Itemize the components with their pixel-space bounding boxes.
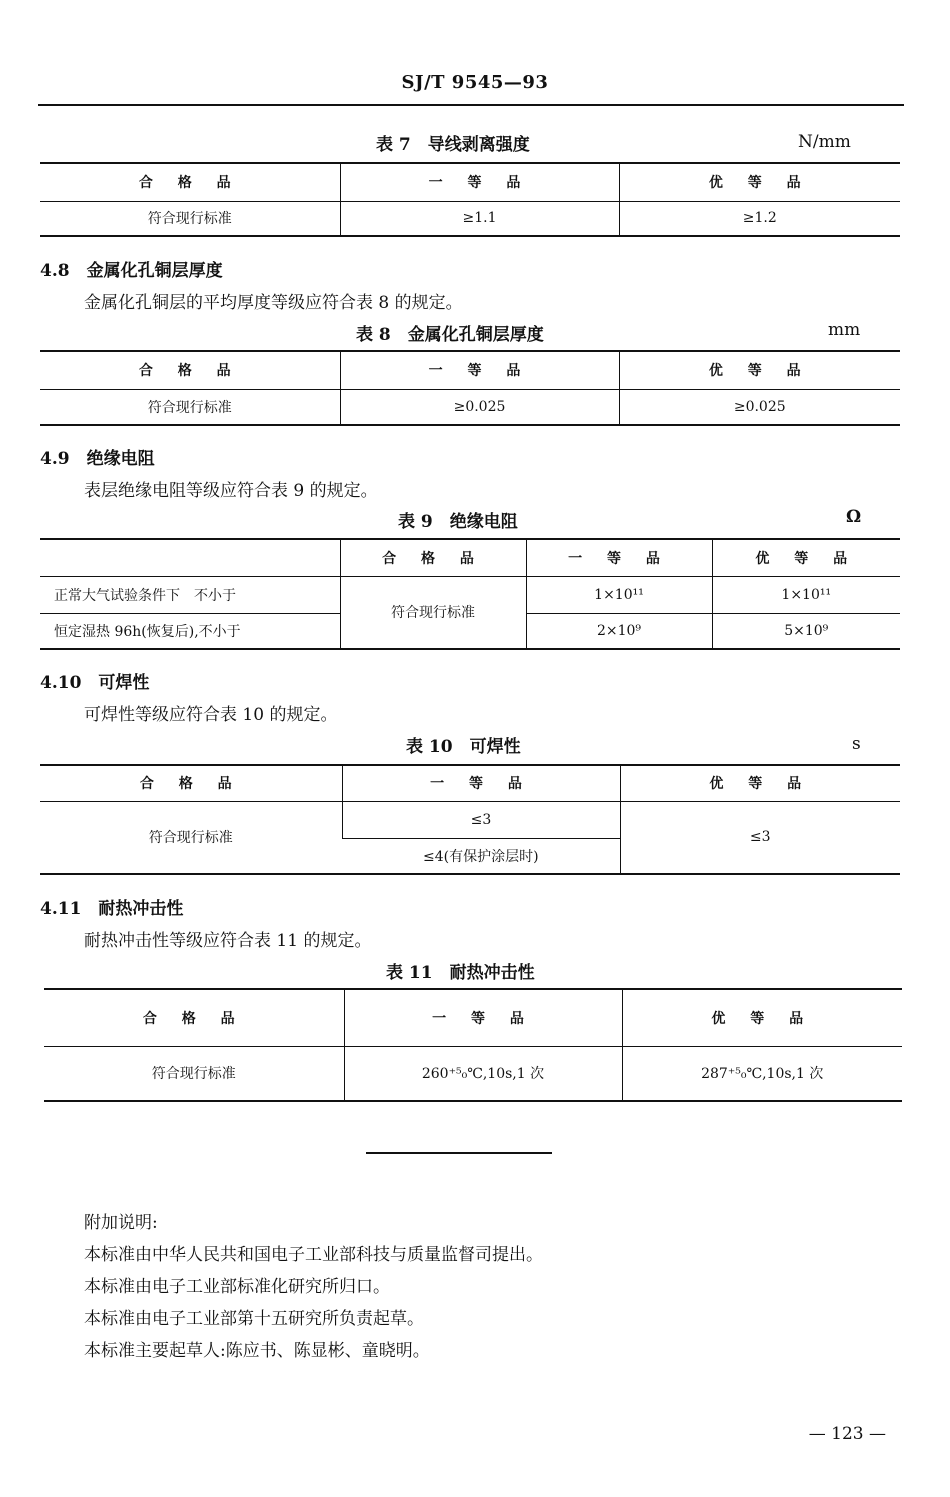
table10-header-qualified: 合 格 品 <box>40 765 342 801</box>
section-4-9-title: 4.9 绝缘电阻 <box>40 449 155 469</box>
notes-line: 本标准由电子工业部标准化研究所归口。 <box>84 1277 390 1297</box>
table7-header-qualified: 合 格 品 <box>40 163 340 201</box>
table9 <box>40 538 900 650</box>
header-rule <box>38 104 904 106</box>
table9-cell-qualified: 符合现行标准 <box>340 576 526 649</box>
section-4-10-text: 可焊性等级应符合表 10 的规定。 <box>84 705 338 725</box>
table9-caption: 表 9 绝缘电阻 <box>398 512 518 532</box>
section-4-9-text: 表层绝缘电阻等级应符合表 9 的规定。 <box>84 481 378 501</box>
table7 <box>40 162 900 237</box>
table8-caption: 表 8 金属化孔铜层厚度 <box>356 325 544 345</box>
table10-cell-first-coated: ≤4(有保护涂层时) <box>342 838 620 874</box>
table9-header-qualified: 合 格 品 <box>340 539 526 576</box>
table10-cell-qualified: 符合现行标准 <box>40 801 342 874</box>
table8-header-qualified: 合 格 品 <box>40 351 340 389</box>
table10-header-first: 一 等 品 <box>342 765 620 801</box>
table10-caption: 表 10 可焊性 <box>406 737 521 757</box>
table9-cell-first: 2×10⁹ <box>526 613 712 649</box>
table10-cell-first-plain: ≤3 <box>342 801 620 838</box>
table10-cell-best: ≤3 <box>620 801 900 874</box>
table9-cell-best: 1×10¹¹ <box>712 576 900 613</box>
table9-cell-first: 1×10¹¹ <box>526 576 712 613</box>
table8-header-first: 一 等 品 <box>340 351 619 389</box>
table8-unit: mm <box>828 320 861 340</box>
table11-header-best: 优 等 品 <box>622 989 902 1046</box>
section-4-10-title: 4.10 可焊性 <box>40 673 150 693</box>
section-4-11-text: 耐热冲击性等级应符合表 11 的规定。 <box>84 931 372 951</box>
section-4-8-title: 4.8 金属化孔铜层厚度 <box>40 261 223 281</box>
notes-line: 本标准由电子工业部第十五研究所负责起草。 <box>84 1309 424 1329</box>
table9-cell-best: 5×10⁹ <box>712 613 900 649</box>
page-number: — 123 — <box>808 1424 886 1444</box>
table9-unit: Ω <box>846 507 862 527</box>
section-4-8-text: 金属化孔铜层的平均厚度等级应符合表 8 的规定。 <box>84 293 463 313</box>
section-4-11-title: 4.11 耐热冲击性 <box>40 899 184 919</box>
table7-unit: N/mm <box>798 132 851 152</box>
table11-cell-first: 260⁺⁵₀℃,10s,1 次 <box>344 1046 622 1101</box>
table8 <box>40 350 900 426</box>
table9-header-empty <box>40 539 340 576</box>
table10 <box>40 764 900 875</box>
table10-unit: s <box>852 734 861 754</box>
notes-line: 本标准由中华人民共和国电子工业部科技与质量监督司提出。 <box>84 1245 543 1265</box>
notes-heading: 附加说明: <box>84 1213 158 1233</box>
table8-cell-best: ≥0.025 <box>619 389 900 425</box>
page-header: SJ/T 9545—93 <box>401 72 549 93</box>
table9-row-label: 恒定湿热 96h(恢复后),不小于 <box>40 613 340 649</box>
table11 <box>44 988 902 1102</box>
table11-header-qualified: 合 格 品 <box>44 989 344 1046</box>
table7-caption: 表 7 导线剥离强度 <box>376 135 530 155</box>
notes-line: 本标准主要起草人:陈应书、陈显彬、童晓明。 <box>84 1341 430 1361</box>
table10-header-best: 优 等 品 <box>620 765 900 801</box>
table7-cell-qualified: 符合现行标准 <box>40 201 340 236</box>
table11-cell-best: 287⁺⁵₀℃,10s,1 次 <box>622 1046 902 1101</box>
section-separator <box>366 1152 552 1154</box>
table11-header-first: 一 等 品 <box>344 989 622 1046</box>
table8-header-best: 优 等 品 <box>619 351 900 389</box>
table9-header-best: 优 等 品 <box>712 539 900 576</box>
table7-cell-best: ≥1.2 <box>619 201 900 236</box>
table7-header-first: 一 等 品 <box>340 163 619 201</box>
table8-cell-first: ≥0.025 <box>340 389 619 425</box>
table9-row-label: 正常大气试验条件下 不小于 <box>40 576 340 613</box>
table9-header-first: 一 等 品 <box>526 539 712 576</box>
table7-cell-first: ≥1.1 <box>340 201 619 236</box>
table11-caption: 表 11 耐热冲击性 <box>386 963 535 983</box>
table8-cell-qualified: 符合现行标准 <box>40 389 340 425</box>
table11-cell-qualified: 符合现行标准 <box>44 1046 344 1101</box>
table7-header-best: 优 等 品 <box>619 163 900 201</box>
